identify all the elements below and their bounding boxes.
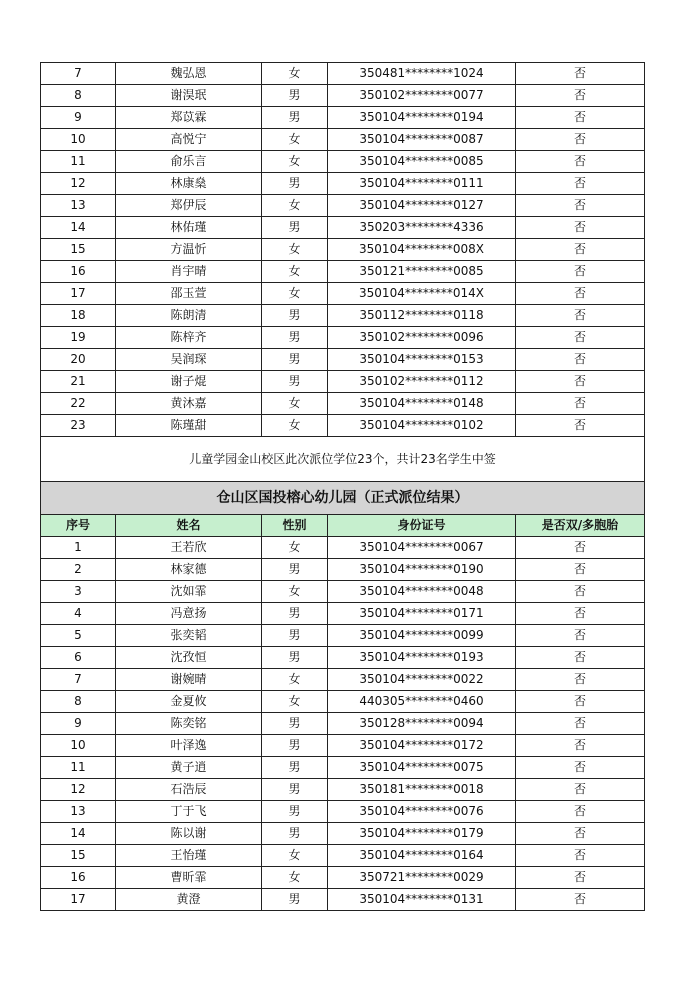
- section-title: 仓山区国投榕心幼儿园（正式派位结果）: [41, 482, 645, 515]
- section2-body: [41, 537, 645, 911]
- cell-name: 黄澄: [116, 889, 262, 911]
- cell-name: 王怡瑾: [116, 845, 262, 867]
- cell-twin: 否: [516, 845, 645, 867]
- cell-id: 350104********014X: [328, 283, 516, 305]
- cell-name: 谢子焜: [116, 371, 262, 393]
- cell-id: 350104********0127: [328, 195, 516, 217]
- cell-gender: 女: [262, 151, 328, 173]
- table-row: [41, 129, 645, 151]
- cell-name: 肖宇晴: [116, 261, 262, 283]
- cell-name: 吴润琛: [116, 349, 262, 371]
- cell-gender: 女: [262, 415, 328, 437]
- cell-gender: 女: [262, 393, 328, 415]
- cell-no: 9: [41, 107, 116, 129]
- cell-gender: 男: [262, 371, 328, 393]
- cell-gender: 男: [262, 625, 328, 647]
- cell-name: 谢婉晴: [116, 669, 262, 691]
- table-row: [41, 867, 645, 889]
- cell-name: 沈如霏: [116, 581, 262, 603]
- cell-id: 350104********0075: [328, 757, 516, 779]
- cell-gender: 女: [262, 261, 328, 283]
- cell-twin: 否: [516, 581, 645, 603]
- cell-name: 陈以谢: [116, 823, 262, 845]
- cell-id: 350104********008X: [328, 239, 516, 261]
- cell-name: 谢淏珉: [116, 85, 262, 107]
- cell-twin: 否: [516, 129, 645, 151]
- cell-twin: 否: [516, 195, 645, 217]
- cell-twin: 否: [516, 669, 645, 691]
- cell-no: 18: [41, 305, 116, 327]
- header-id: 身份证号: [328, 515, 516, 537]
- cell-name: 方温忻: [116, 239, 262, 261]
- cell-twin: 否: [516, 239, 645, 261]
- cell-name: 陈奕铭: [116, 713, 262, 735]
- cell-twin: 否: [516, 867, 645, 889]
- cell-twin: 否: [516, 801, 645, 823]
- cell-twin: 否: [516, 779, 645, 801]
- table-row: [41, 239, 645, 261]
- table-row: [41, 845, 645, 867]
- cell-name: 陈梓齐: [116, 327, 262, 349]
- cell-gender: 女: [262, 845, 328, 867]
- cell-gender: 男: [262, 85, 328, 107]
- cell-id: 350481********1024: [328, 63, 516, 85]
- cell-twin: 否: [516, 63, 645, 85]
- cell-id: 350102********0112: [328, 371, 516, 393]
- cell-name: 冯意扬: [116, 603, 262, 625]
- cell-twin: 否: [516, 305, 645, 327]
- cell-name: 王若欣: [116, 537, 262, 559]
- table-row: [41, 393, 645, 415]
- cell-no: 19: [41, 327, 116, 349]
- cell-gender: 男: [262, 713, 328, 735]
- cell-twin: 否: [516, 283, 645, 305]
- cell-no: 9: [41, 713, 116, 735]
- table-row: [41, 173, 645, 195]
- cell-name: 曹昕霏: [116, 867, 262, 889]
- cell-twin: 否: [516, 415, 645, 437]
- cell-gender: 男: [262, 349, 328, 371]
- cell-name: 张奕韬: [116, 625, 262, 647]
- cell-id: 350121********0085: [328, 261, 516, 283]
- cell-no: 14: [41, 823, 116, 845]
- cell-no: 6: [41, 647, 116, 669]
- table-row: [41, 63, 645, 85]
- cell-no: 16: [41, 867, 116, 889]
- cell-twin: 否: [516, 559, 645, 581]
- cell-twin: 否: [516, 217, 645, 239]
- cell-name: 黄子逍: [116, 757, 262, 779]
- cell-name: 林佑瑾: [116, 217, 262, 239]
- cell-twin: 否: [516, 151, 645, 173]
- cell-id: 350104********0153: [328, 349, 516, 371]
- cell-id: 350104********0190: [328, 559, 516, 581]
- cell-name: 黄沐嘉: [116, 393, 262, 415]
- cell-no: 10: [41, 129, 116, 151]
- table-row: [41, 217, 645, 239]
- cell-twin: 否: [516, 349, 645, 371]
- table-row: [41, 151, 645, 173]
- cell-no: 11: [41, 757, 116, 779]
- cell-gender: 女: [262, 195, 328, 217]
- cell-id: 350203********4336: [328, 217, 516, 239]
- cell-id: 350104********0087: [328, 129, 516, 151]
- cell-id: 350104********0076: [328, 801, 516, 823]
- cell-id: 350112********0118: [328, 305, 516, 327]
- cell-gender: 男: [262, 559, 328, 581]
- cell-twin: 否: [516, 393, 645, 415]
- cell-no: 11: [41, 151, 116, 173]
- cell-twin: 否: [516, 647, 645, 669]
- table-row: [41, 801, 645, 823]
- cell-name: 陈朗清: [116, 305, 262, 327]
- cell-no: 1: [41, 537, 116, 559]
- cell-no: 8: [41, 691, 116, 713]
- summary-row: [41, 437, 645, 482]
- cell-no: 3: [41, 581, 116, 603]
- cell-gender: 男: [262, 779, 328, 801]
- header-no: 序号: [41, 515, 116, 537]
- cell-no: 23: [41, 415, 116, 437]
- cell-name: 沈孜恒: [116, 647, 262, 669]
- cell-id: 350104********0179: [328, 823, 516, 845]
- table-row: [41, 691, 645, 713]
- cell-no: 10: [41, 735, 116, 757]
- cell-no: 13: [41, 195, 116, 217]
- cell-twin: 否: [516, 371, 645, 393]
- cell-name: 郑伊辰: [116, 195, 262, 217]
- header-twin: 是否双/多胞胎: [516, 515, 645, 537]
- cell-name: 俞乐言: [116, 151, 262, 173]
- cell-id: 350102********0077: [328, 85, 516, 107]
- cell-id: 440305********0460: [328, 691, 516, 713]
- cell-name: 陈瑾甜: [116, 415, 262, 437]
- cell-name: 石浩辰: [116, 779, 262, 801]
- cell-id: 350104********0193: [328, 647, 516, 669]
- summary-text: 儿童学园金山校区此次派位学位23个，共计23名学生中签: [41, 437, 645, 482]
- cell-gender: 男: [262, 801, 328, 823]
- table-row: [41, 559, 645, 581]
- table-row: [41, 305, 645, 327]
- cell-gender: 女: [262, 283, 328, 305]
- table-row: [41, 261, 645, 283]
- cell-no: 12: [41, 173, 116, 195]
- cell-twin: 否: [516, 85, 645, 107]
- cell-gender: 男: [262, 889, 328, 911]
- cell-twin: 否: [516, 107, 645, 129]
- cell-twin: 否: [516, 537, 645, 559]
- allocation-table: [40, 62, 645, 911]
- cell-name: 林家德: [116, 559, 262, 581]
- header-gender: 性别: [262, 515, 328, 537]
- table-row: [41, 283, 645, 305]
- cell-id: 350104********0172: [328, 735, 516, 757]
- cell-no: 15: [41, 239, 116, 261]
- cell-gender: 女: [262, 63, 328, 85]
- cell-gender: 男: [262, 757, 328, 779]
- cell-gender: 男: [262, 173, 328, 195]
- cell-name: 邵玉萱: [116, 283, 262, 305]
- cell-gender: 男: [262, 823, 328, 845]
- cell-id: 350104********0067: [328, 537, 516, 559]
- header-name: 姓名: [116, 515, 262, 537]
- cell-no: 22: [41, 393, 116, 415]
- cell-twin: 否: [516, 173, 645, 195]
- table-row: [41, 349, 645, 371]
- table-row: [41, 195, 645, 217]
- table-row: [41, 889, 645, 911]
- cell-gender: 女: [262, 129, 328, 151]
- cell-name: 金夏攸: [116, 691, 262, 713]
- table-row: [41, 415, 645, 437]
- table-row: [41, 779, 645, 801]
- cell-twin: 否: [516, 603, 645, 625]
- section-title-row: [41, 482, 645, 515]
- table-row: [41, 85, 645, 107]
- header-row: [41, 515, 645, 537]
- cell-gender: 男: [262, 305, 328, 327]
- table-row: [41, 603, 645, 625]
- cell-id: 350181********0018: [328, 779, 516, 801]
- cell-gender: 女: [262, 867, 328, 889]
- cell-id: 350721********0029: [328, 867, 516, 889]
- cell-name: 丁于飞: [116, 801, 262, 823]
- table-row: [41, 757, 645, 779]
- cell-name: 魏弘恩: [116, 63, 262, 85]
- cell-no: 21: [41, 371, 116, 393]
- cell-no: 12: [41, 779, 116, 801]
- cell-gender: 男: [262, 107, 328, 129]
- cell-gender: 女: [262, 537, 328, 559]
- cell-no: 5: [41, 625, 116, 647]
- cell-twin: 否: [516, 757, 645, 779]
- cell-id: 350128********0094: [328, 713, 516, 735]
- cell-no: 13: [41, 801, 116, 823]
- cell-gender: 男: [262, 603, 328, 625]
- cell-no: 8: [41, 85, 116, 107]
- table-row: [41, 713, 645, 735]
- cell-gender: 女: [262, 691, 328, 713]
- table-row: [41, 581, 645, 603]
- cell-no: 17: [41, 889, 116, 911]
- cell-id: 350104********0085: [328, 151, 516, 173]
- cell-no: 15: [41, 845, 116, 867]
- cell-gender: 男: [262, 327, 328, 349]
- cell-id: 350104********0048: [328, 581, 516, 603]
- cell-id: 350104********0099: [328, 625, 516, 647]
- table-row: [41, 327, 645, 349]
- cell-gender: 男: [262, 217, 328, 239]
- cell-id: 350104********0131: [328, 889, 516, 911]
- cell-id: 350104********0111: [328, 173, 516, 195]
- table-row: [41, 647, 645, 669]
- cell-no: 7: [41, 669, 116, 691]
- cell-twin: 否: [516, 691, 645, 713]
- table-row: [41, 823, 645, 845]
- cell-no: 14: [41, 217, 116, 239]
- table-row: [41, 669, 645, 691]
- cell-twin: 否: [516, 261, 645, 283]
- cell-twin: 否: [516, 713, 645, 735]
- table-row: [41, 107, 645, 129]
- cell-name: 郑苡霖: [116, 107, 262, 129]
- cell-gender: 男: [262, 735, 328, 757]
- cell-no: 7: [41, 63, 116, 85]
- table-row: [41, 537, 645, 559]
- cell-no: 20: [41, 349, 116, 371]
- cell-id: 350102********0096: [328, 327, 516, 349]
- cell-twin: 否: [516, 889, 645, 911]
- cell-name: 高悦宁: [116, 129, 262, 151]
- cell-twin: 否: [516, 625, 645, 647]
- table-row: [41, 371, 645, 393]
- cell-gender: 女: [262, 669, 328, 691]
- cell-id: 350104********0022: [328, 669, 516, 691]
- cell-twin: 否: [516, 735, 645, 757]
- cell-id: 350104********0194: [328, 107, 516, 129]
- cell-no: 16: [41, 261, 116, 283]
- cell-no: 4: [41, 603, 116, 625]
- cell-no: 17: [41, 283, 116, 305]
- cell-twin: 否: [516, 327, 645, 349]
- section1-body: [41, 63, 645, 437]
- cell-id: 350104********0102: [328, 415, 516, 437]
- cell-twin: 否: [516, 823, 645, 845]
- cell-name: 林康燊: [116, 173, 262, 195]
- cell-id: 350104********0171: [328, 603, 516, 625]
- cell-id: 350104********0164: [328, 845, 516, 867]
- table-row: [41, 735, 645, 757]
- cell-gender: 女: [262, 239, 328, 261]
- cell-gender: 女: [262, 581, 328, 603]
- cell-name: 叶泽逸: [116, 735, 262, 757]
- cell-no: 2: [41, 559, 116, 581]
- cell-gender: 男: [262, 647, 328, 669]
- table-row: [41, 625, 645, 647]
- cell-id: 350104********0148: [328, 393, 516, 415]
